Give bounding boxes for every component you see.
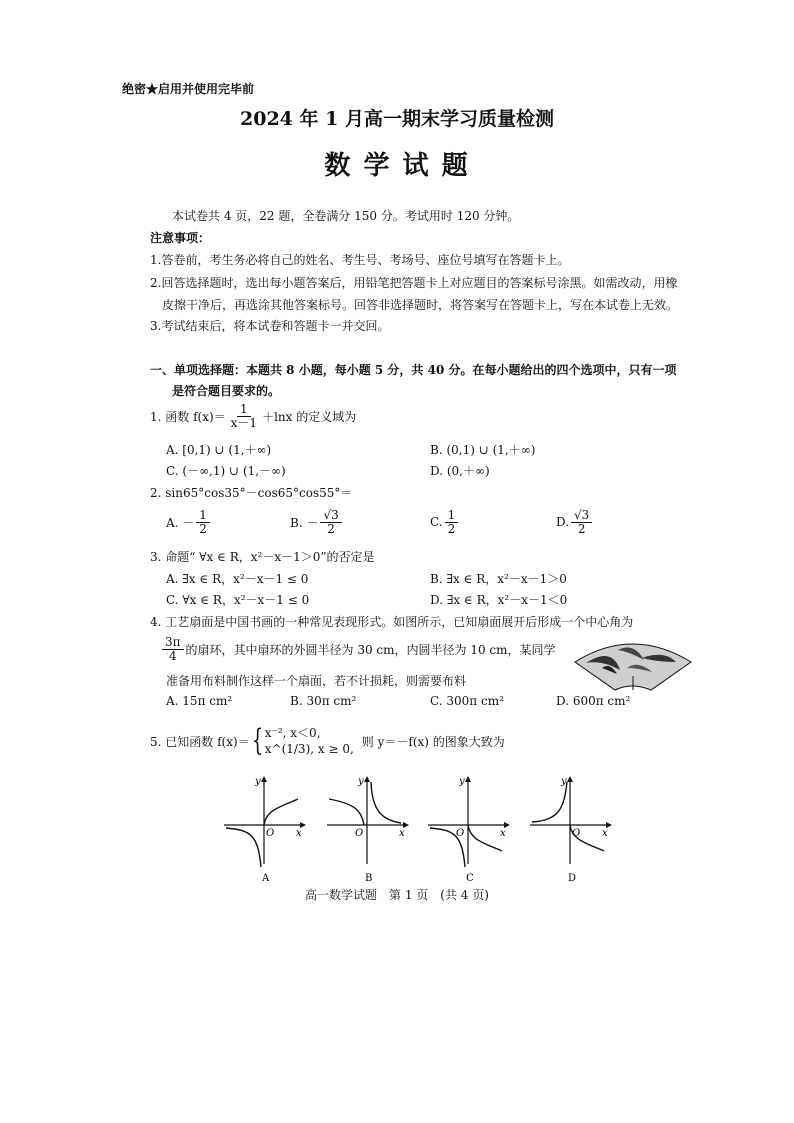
- q2-c-num: 1: [445, 509, 459, 523]
- graph-c: [426, 772, 516, 884]
- graph-c-label: C: [466, 873, 474, 884]
- q4-frac-num: 3π: [162, 636, 184, 650]
- q4-option-d: D. 600π cm²: [556, 694, 631, 708]
- q3-option-d: D. ∃x ∈ R，x²－x－1＜0: [430, 593, 568, 607]
- q1-option-c: C. (－∞,1) ∪ (1,－∞): [166, 464, 286, 478]
- graph-b-x-label: x: [399, 828, 405, 839]
- q1-fraction-den: x－1: [230, 415, 258, 430]
- graph-d-label: D: [568, 873, 577, 884]
- note-2-line2: 皮擦干净后，再选涂其他答案标号。回答非选择题时，将答案写在答题卡上，写在本试卷上无效。: [162, 298, 679, 312]
- q5-brace: {: [251, 723, 263, 759]
- q1-prefix: 1. 函数 f(x)＝: [150, 409, 226, 424]
- graph-d-x-label: x: [602, 828, 608, 839]
- q4-option-c: C. 300π cm²: [430, 694, 504, 708]
- q1-fraction-num: 1: [237, 403, 251, 417]
- graph-c-y-label: y: [459, 776, 465, 787]
- graph-a-label: A: [262, 873, 270, 884]
- q2-d-den: 2: [577, 521, 586, 536]
- page-footer: 高一数学试题 第 1 页 (共 4 页): [305, 888, 489, 902]
- question-2-stem: 2. sin65°cos35°－cos65°cos55°＝: [150, 486, 353, 500]
- graph-b: [325, 772, 415, 884]
- exam-title: 2024 年 1 月高一期末学习质量检测: [240, 108, 554, 130]
- note-3: 3.考试结束后，将本试卷和答题卡一并交回。: [150, 319, 390, 333]
- q2-c-label: C.: [430, 515, 443, 530]
- q3-option-b: B. ∃x ∈ R，x²－x－1＞0: [430, 572, 567, 586]
- fan-illustration: [572, 632, 694, 692]
- q5-cases: [265, 725, 354, 757]
- graph-b-label: B: [365, 873, 373, 884]
- question-3-stem: 3. 命题“ ∀x ∈ R，x²－x－1＞0”的否定是: [150, 550, 375, 564]
- intro-text: 本试卷共 4 页，22 题，全卷满分 150 分。考试用时 120 分钟。: [172, 209, 520, 223]
- graph-c-origin: O: [456, 828, 465, 839]
- q3-option-a: A. ∃x ∈ R，x²－x－1 ≤ 0: [166, 572, 309, 586]
- graph-a: [222, 772, 312, 884]
- q2-option-a: [166, 509, 212, 535]
- q1-suffix: ＋lnx 的定义域为: [262, 409, 357, 424]
- graph-d-y-label: y: [561, 776, 567, 787]
- q5-prefix: 5. 已知函数 f(x)＝: [150, 734, 250, 749]
- graph-a-x-label: x: [296, 828, 302, 839]
- q4-option-b: B. 30π cm²: [290, 694, 357, 708]
- graph-c-x-label: x: [500, 828, 506, 839]
- q4-option-a: A. 15π cm²: [166, 694, 233, 708]
- q2-b-num: √3: [320, 509, 341, 523]
- graph-d-origin: O: [572, 828, 581, 839]
- q2-d-num: √3: [571, 509, 592, 523]
- q1-option-a: A. [0,1) ∪ (1,＋∞): [166, 443, 272, 457]
- q1-option-b: B. (0,1) ∪ (1,＋∞): [430, 443, 536, 457]
- section-heading-line1: 一、单项选择题：本题共 8 小题，每小题 5 分，共 40 分。在每小题给出的四个选项中，只有一项: [150, 363, 677, 377]
- graph-a-origin: O: [266, 828, 275, 839]
- q5-suffix: 则 y＝－f(x) 的图象大致为: [361, 734, 505, 749]
- question-4-line2: [160, 636, 556, 662]
- graph-a-y-label: y: [255, 776, 261, 787]
- q1-option-d: D. (0,＋∞): [430, 464, 490, 478]
- q5-case-2: x^(1/3), x ≥ 0,: [264, 742, 354, 757]
- q2-b-label: B. －: [290, 515, 319, 530]
- question-4-line1: 4. 工艺扇面是中国书画的一种常见表现形式。如图所示，已知扇面展开后形成一个中心角为: [150, 615, 634, 629]
- section-heading-line2: 是符合题目要求的。: [172, 384, 281, 398]
- note-2-line1: 2.回答选择题时，选出每小题答案后，用铅笔把答题卡上对应题目的答案标号涂黑。如需改动，用橡: [150, 276, 678, 290]
- q2-option-c: [430, 509, 460, 535]
- q2-option-b: [290, 509, 344, 535]
- graph-b-origin: O: [355, 828, 364, 839]
- q2-a-label: A. －: [166, 515, 195, 530]
- q2-d-label: D.: [556, 515, 570, 530]
- question-4-line3: 准备用布料制作这样一个扇面，若不计损耗，则需要布料: [166, 674, 467, 688]
- q4-frac-den: 4: [168, 648, 177, 663]
- subject-title: 数 学 试 题: [324, 151, 470, 181]
- graph-d: [528, 772, 618, 884]
- secrecy-label: 绝密★启用并使用完毕前: [122, 82, 255, 96]
- q2-a-num: 1: [196, 509, 210, 523]
- graph-b-y-label: y: [358, 776, 364, 787]
- notes-heading: 注意事项：: [150, 231, 211, 245]
- q2-a-den: 2: [199, 521, 207, 536]
- q2-c-den: 2: [447, 521, 456, 536]
- note-1: 1.答卷前，考生务必将自己的姓名、考生号、考场号、座位号填写在答题卡上。: [150, 253, 570, 267]
- q4-line2-text: 的扇环，其中扇环的外圆半径为 30 cm，内圆半径为 10 cm，某同学: [185, 642, 556, 657]
- q3-option-c: C. ∀x ∈ R，x²－x－1 ≤ 0: [166, 593, 310, 607]
- q5-case-1: x⁻², x＜0,: [264, 726, 321, 740]
- q1-fraction: [228, 403, 260, 429]
- q2-option-d: [556, 509, 594, 535]
- question-5-stem: [150, 725, 505, 757]
- q2-b-den: 2: [327, 521, 335, 536]
- question-1-stem: [150, 403, 356, 429]
